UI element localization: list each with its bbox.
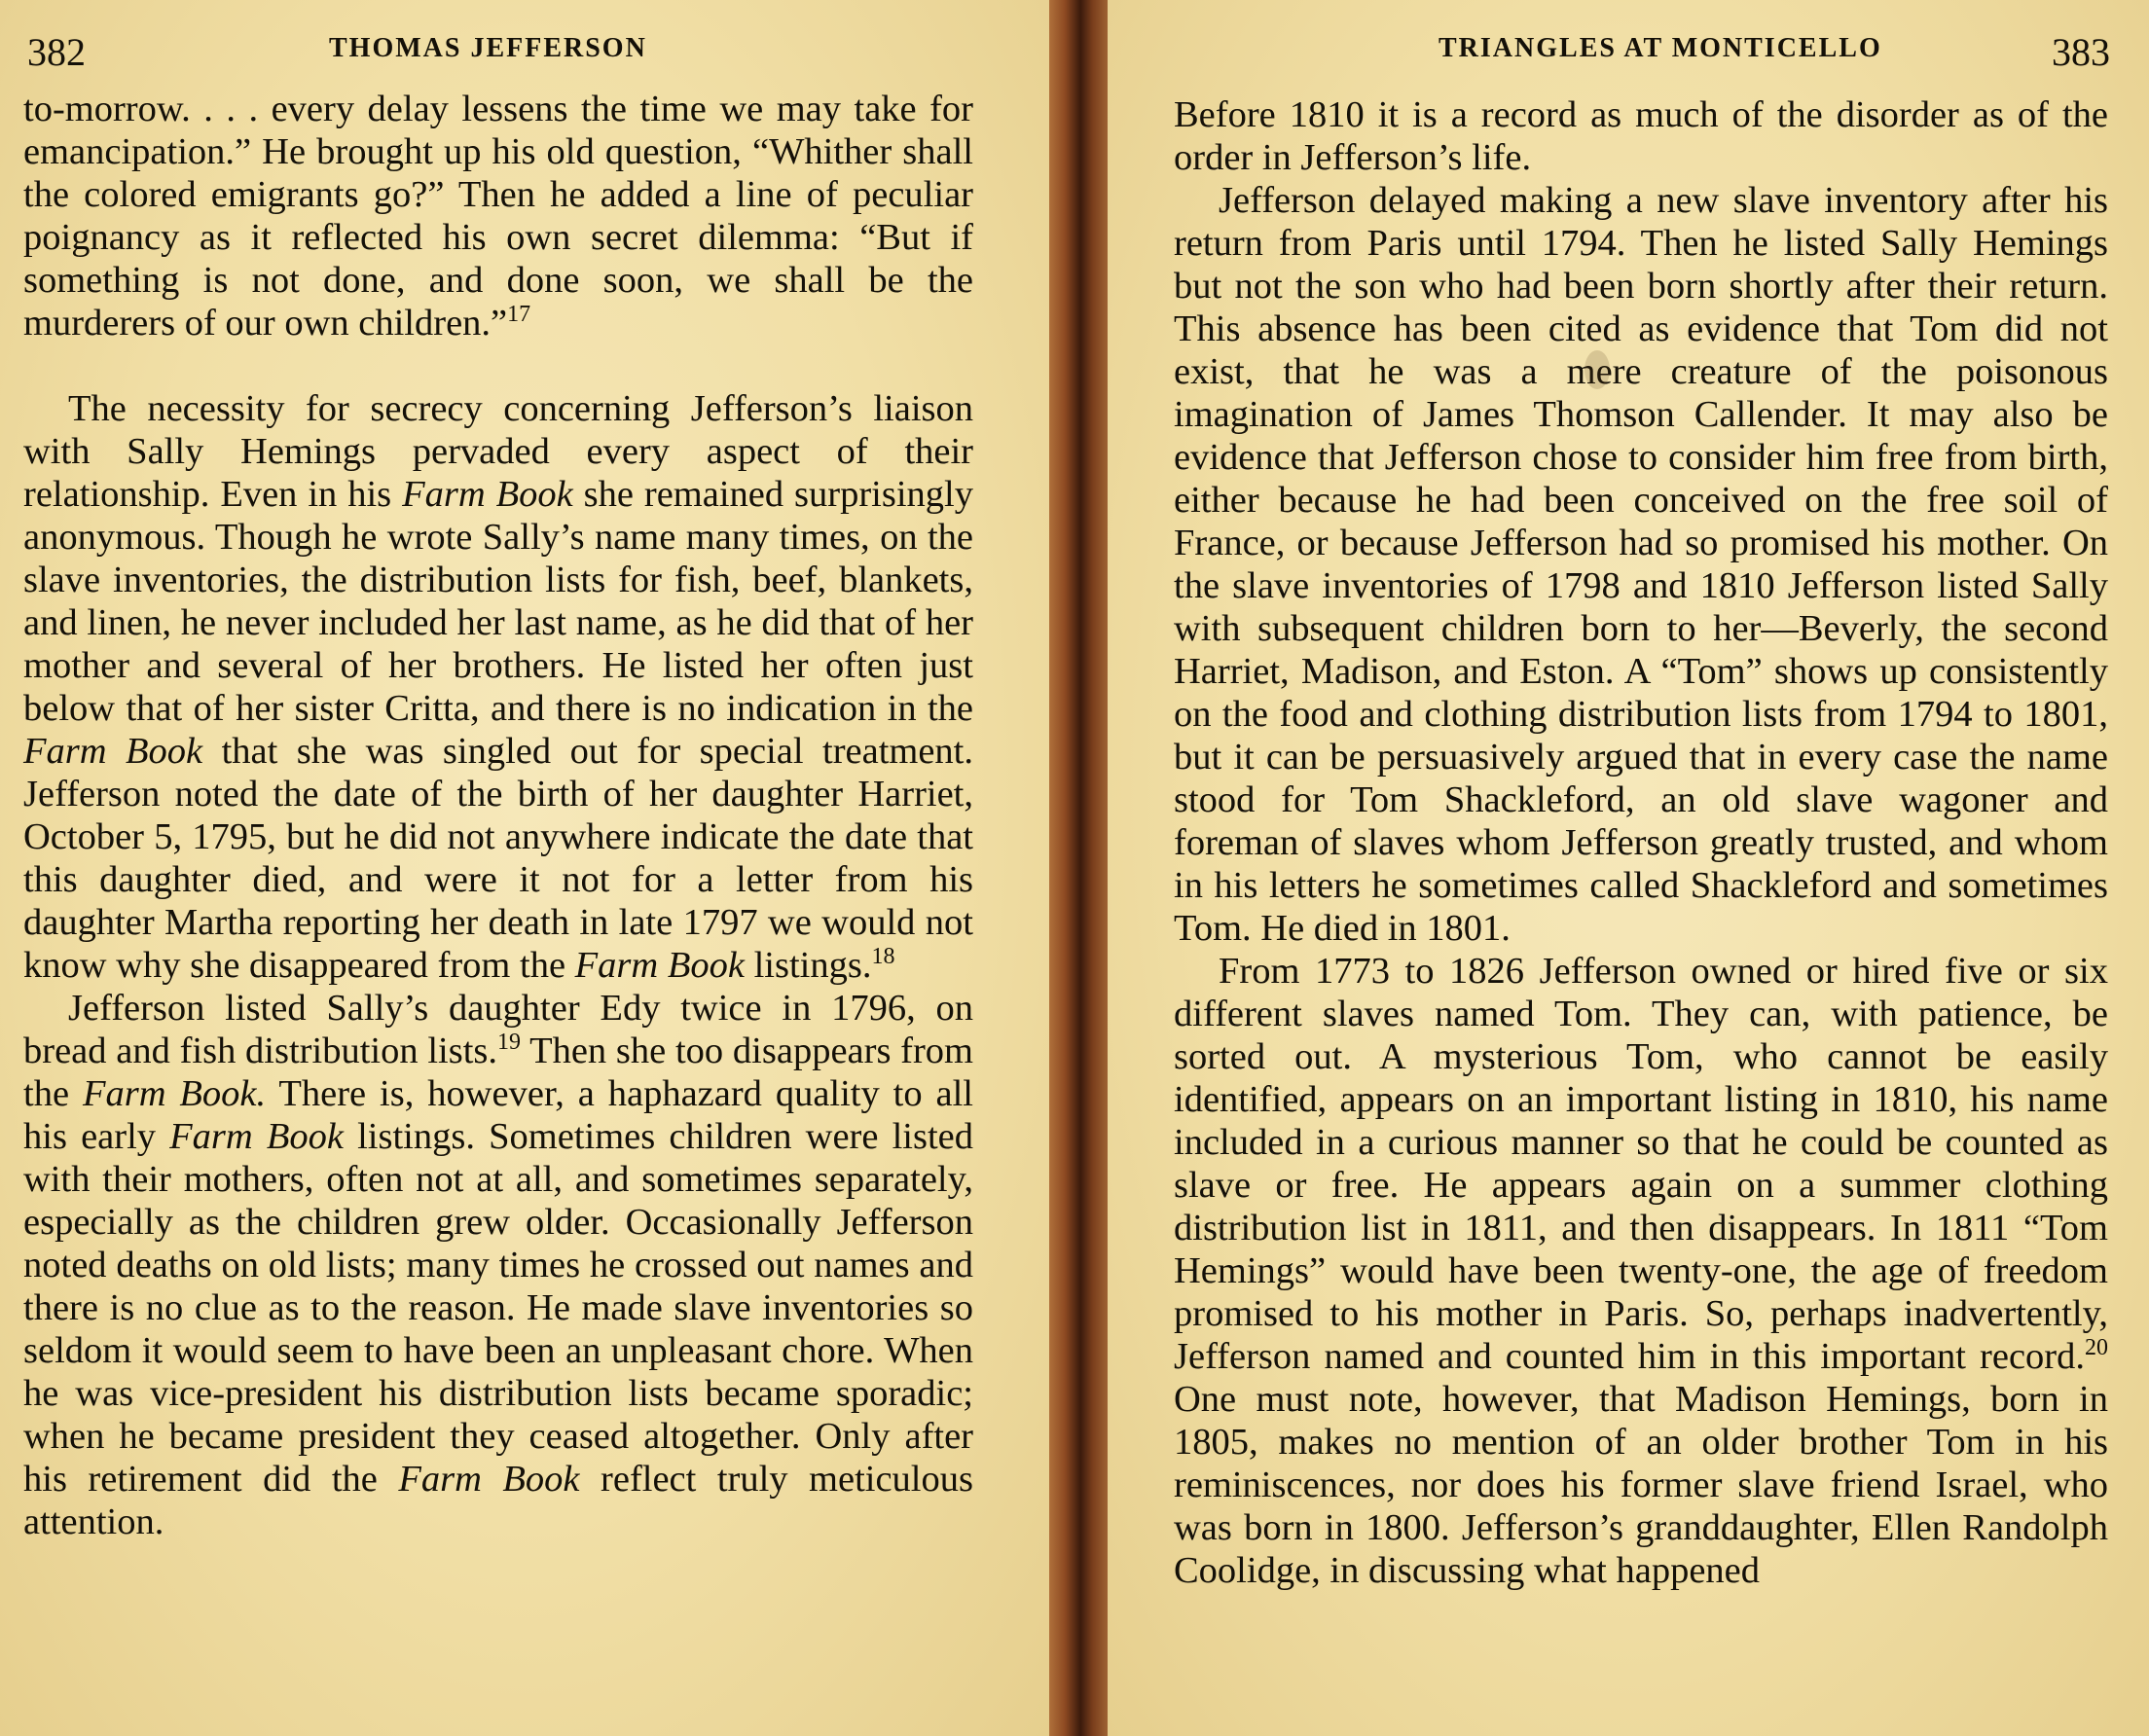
paragraph-text: that she was singled out for special treatment. Jefferson noted the date of the birth of her daughter Harriet, October 5, 1795, but he did not anywhere indicate the date that this daughter died, and were it not for a letter from his daughter Martha reporting her death in late 1797 we would not know why she disappeared from the	[23, 731, 973, 986]
paragraph-inventory	[1174, 179, 2108, 950]
right-page-header	[1108, 29, 2149, 72]
paper-blemish	[1584, 350, 1610, 389]
paragraph-text: There is, however, a haphazard quality to all his early	[23, 1073, 973, 1157]
paragraph-text: Then she too disappears from the	[23, 1031, 974, 1114]
footnote-ref-19: 19	[497, 1030, 522, 1056]
left-page	[0, 0, 1049, 1736]
book-title: Farm Book	[398, 1459, 580, 1500]
running-head-right: TRIANGLES AT MONTICELLO	[1439, 33, 1882, 63]
paragraph-text: From 1773 to 1826 Jefferson owned or hired five or six different slaves named Tom. They can, with patience, be sorted out. A mysterious Tom, who cannot be easily identified, appears on an important listing in 1810, his name included in a curious manner so that he could be counted as slave or free. He appears again on a summer clothing distribution list in 1811, and then disappears. In 1811 “Tom Hemings” would have been twenty-one, the age of freedom promised to his mother in Paris. So, perhaps inadvertently, Jefferson named and counted him in this important record.	[1174, 951, 2108, 1377]
paragraph-text: reflect truly meticulous attention.	[23, 1459, 973, 1542]
paragraph-continuation	[1174, 93, 2108, 179]
paragraph-text: Before 1810 it is a record as much of the disorder as of the order in Jefferson’s life.	[1174, 94, 2108, 178]
book-title: Farm Book	[574, 945, 745, 986]
page-number-left: 382	[27, 30, 86, 74]
left-page-header	[0, 29, 1049, 72]
book-title: Farm Book	[402, 474, 573, 515]
paragraph-text: Jefferson listed Sally’s daughter Edy twice in 1796, on bread and fish distribution lists.	[23, 988, 973, 1071]
footnote-ref-20: 20	[2085, 1335, 2108, 1361]
book-title: Farm Book	[23, 731, 203, 772]
book-title: Farm Book	[169, 1116, 344, 1157]
paragraph-edy	[23, 987, 973, 1543]
paragraph-text: Jefferson delayed making a new slave inventory after his return from Paris until 1794. Then he listed Sally Hemings but not the son who had been born shortly after their return. This absence has been cited as evidence that Tom did not exist, that he was a mere creature of the poisonous imagination of James Thomson Callender. It may also be evidence that Jefferson chose to consider him free from birth, either because he had been conceived on the free soil of France, or because Jefferson had so promised his mother. On the slave inventories of 1798 and 1810 Jefferson listed Sally with subsequent children born to her—Beverly, the second Harriet, Madison, and Eston. A “Tom” shows up consistently on the food and clothing distribution lists from 1794 to 1801, but it can be persuasively argued that in every case the name stood for Tom Shackleford, an old slave wagoner and foreman of slaves whom Jefferson greatly trusted, and whom in his letters he sometimes called Shackleford and sometimes Tom. He died in 1801.	[1174, 180, 2108, 949]
book-title: Farm Book.	[82, 1073, 267, 1114]
paragraph-secrecy	[23, 387, 973, 987]
right-page-body	[1174, 93, 2108, 1592]
paragraph-text: The necessity for secrecy concerning Jefferson’s liaison with Sally Hemings pervaded every aspect of their relationship. Even in his	[23, 388, 973, 515]
paragraph-text: listings. Sometimes children were listed with their mothers, often not at all, and sometimes separately, especially as the children grew older. Occasionally Jefferson noted deaths on old lists; many times he crossed out names and there is no clue as to the reason. He made slave inventories so seldom it would seem to have been an unpleasant chore. When he was vice-president his distribution lists became sporadic; when he became president they ceased altogether. Only after his retirement did the	[23, 1116, 973, 1500]
paragraph-text: she remained surprisingly anonymous. Though he wrote Sally’s name many times, on the slave inventories, the distribution lists for fish, beef, blankets, and linen, he never included her last name, as he did that of her mother and several of her brothers. He listed her often just below that of her sister Critta, and there is no indication in the	[23, 474, 973, 729]
right-page	[1108, 0, 2149, 1736]
paragraph-text: to-morrow. . . . every delay lessens the time we may take for emancipation.” He brought up his old question, “Whither shall the colored emigrants go?” Then he added a line of peculiar poignancy as it reflected his own secret dilemma: “But if something is not done, and done soon, we shall be the murderers of our own children.”	[23, 89, 973, 344]
paragraph-toms	[1174, 950, 2108, 1592]
footnote-ref-18: 18	[871, 944, 895, 970]
page-number-right: 383	[2052, 30, 2110, 74]
running-head-left: THOMAS JEFFERSON	[329, 33, 647, 63]
paragraph-continuation	[23, 88, 973, 344]
footnote-ref-17: 17	[507, 302, 531, 328]
left-page-body	[23, 88, 973, 1543]
paragraph-text: One must note, however, that Madison Hemings, born in 1805, makes no mention of an older brother Tom in his reminiscences, nor does his former slave friend Israel, who was born in 1800. Jefferson’s granddaughter, Ellen Randolph Coolidge, in discussing what happened	[1174, 1379, 2108, 1591]
paragraph-text: listings.	[744, 945, 872, 986]
